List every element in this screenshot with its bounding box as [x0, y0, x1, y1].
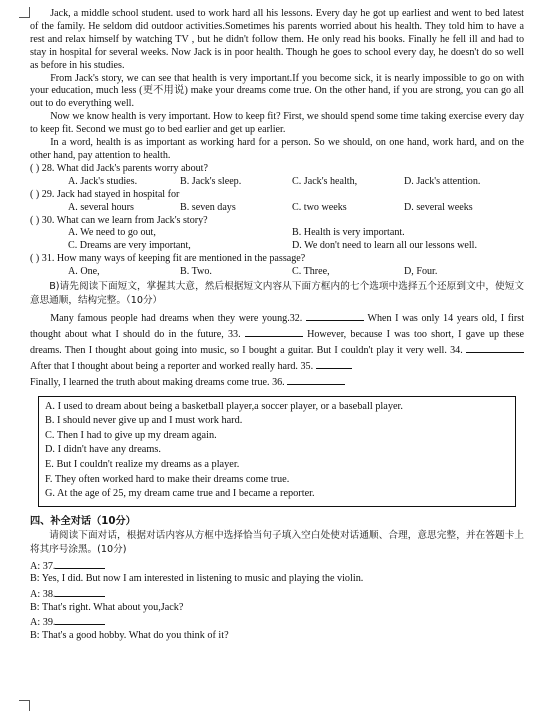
option-d: D. Jack's attention. [404, 175, 481, 187]
options-box [38, 396, 516, 507]
option-d: D. We don't need to learn all our lessons well. [292, 240, 477, 252]
dialogue-line-6: B: That's a good hobby. What do you think of it? [30, 629, 229, 641]
box-option-b: B. I should never give up and I must work hard. [45, 415, 243, 427]
exam-page [30, 8, 524, 642]
box-option-f: F. They often worked hard to make their dreams come true. [45, 473, 290, 485]
section-b-passage: Many famous people had dreams when they were young.32. When I was only 14 years old, I first thought about what I should do in the future, 33. However, because I was too short, I gave up these dreams. Then I thought about going into music, so I bought a guitar. But I couldn't play it very well. 34. After that I thought about being a reporter and worked really hard. 35. [30, 310, 524, 374]
question-28-options [30, 176, 524, 189]
dialogue-line-5: A: 39. [30, 614, 524, 630]
question-30-options-row-1 [30, 227, 524, 240]
blank-38 [55, 586, 105, 597]
option-c: C. Three, [292, 266, 330, 278]
section-b-final-line: Finally, I learned the truth about making dreams come true. 36. [30, 374, 524, 390]
option-b: B. Health is very important. [292, 227, 405, 239]
option-a: A. One, [68, 266, 100, 278]
section-b-instruction: B)请先阅读下面短文，掌握其大意，然后根据短文内容从下面方框内的七个选项中选择五个还原到文中，使短文意思通顺，结构完整。（10分） [30, 281, 524, 307]
option-a: A. several hours [68, 201, 134, 213]
question-29-stem: ( ) 29. Jack had stayed in hospital for [30, 188, 180, 200]
question-31-stem: ( ) 31. How many ways of keeping fit are mentioned in the passage? [30, 253, 306, 265]
section-four-instruction: 请阅读下面对话，根据对话内容从方框中选择恰当句子填入空白处使对话通顺、合理，意思完整，并在答题卡上将其序号涂黑。(10分) [30, 529, 524, 555]
option-c: C. two weeks [292, 201, 347, 213]
corner-crop-mark-bottom [19, 700, 30, 711]
question-28-stem: ( ) 28. What did Jack's parents worry about? [30, 162, 208, 174]
option-a: A. Jack's studies. [68, 175, 138, 187]
passage-paragraph-1: Jack, a middle school student. used to work hard all his lessons. Every day he got up earliest and went to bed latest of the family. He seldom did outdoor activities.Sometimes his parents worried about his health. They told him to have a rest and relax himself by watching TV , but he didn't follow them. He only read his books. Finally he fell ill and had to stay in hospital for several weeks. Now Jack is in poor health. Though he goes to school every day, he doesn't do so well as before in his studies. [30, 8, 524, 71]
option-a: A. We need to go out, [68, 227, 156, 239]
blank-33 [245, 326, 303, 337]
box-option-d: D. I didn't have any dreams. [45, 444, 161, 456]
dialogue-line-4: B: That's right. What about you,Jack? [30, 601, 184, 613]
option-d: D, Four. [404, 266, 438, 278]
blank-39 [55, 614, 105, 625]
box-option-a: A. I used to dream about being a basketball player,a soccer player, or a baseball player. [45, 400, 403, 412]
dialogue-line-2: B: Yes, I did. But now I am interested in listening to music and playing the violin. [30, 573, 364, 585]
passage-paragraph-2: From Jack's story, we can see that health is very important.If you become sick, it is nearly impossible to go on with your education, much less (更不用说) make your dreams come true. On the other hand, if you are strong, you can go all out to do everything well. [30, 72, 524, 110]
option-b: B. Jack's sleep. [180, 175, 242, 187]
question-30-stem: ( ) 30. What can we learn from Jack's story? [30, 214, 208, 226]
option-d: D. several weeks [404, 201, 473, 213]
question-30-options-row-2 [30, 240, 524, 253]
passage-paragraph-3: Now we know health is very important. How to keep fit? First, we should spend some time taking exercise every day to keep fit. Second we must go to bed earlier and get up earlier. [30, 111, 524, 136]
box-option-g: G. At the age of 25, my dream came true and I became a reporter. [45, 488, 315, 500]
corner-crop-mark-top [19, 7, 30, 18]
blank-34 [466, 342, 524, 353]
box-option-c: C. Then I had to give up my dream again. [45, 429, 217, 441]
box-option-e: E. But I couldn't realize my dreams as a player. [45, 458, 240, 470]
question-31-options [30, 266, 524, 279]
blank-36 [287, 374, 345, 385]
dialogue-line-1: A: 37. [30, 558, 524, 574]
option-c: C. Jack's health, [292, 175, 358, 187]
blank-32 [306, 310, 364, 321]
option-b: B. seven days [180, 201, 236, 213]
passage-paragraph-4: In a word, health is as important as working hard for a person. So we should, on one hand, work hard, and on the other hand, pay attention to health. [30, 137, 524, 161]
dialogue-line-3: A: 38. [30, 586, 524, 602]
blank-35 [316, 358, 352, 369]
option-b: B. Two. [180, 266, 212, 278]
blank-37 [55, 558, 105, 569]
section-four-title: 四、补全对话（10分） [30, 515, 136, 527]
option-c: C. Dreams are very important, [68, 240, 191, 252]
question-29-options [30, 202, 524, 215]
